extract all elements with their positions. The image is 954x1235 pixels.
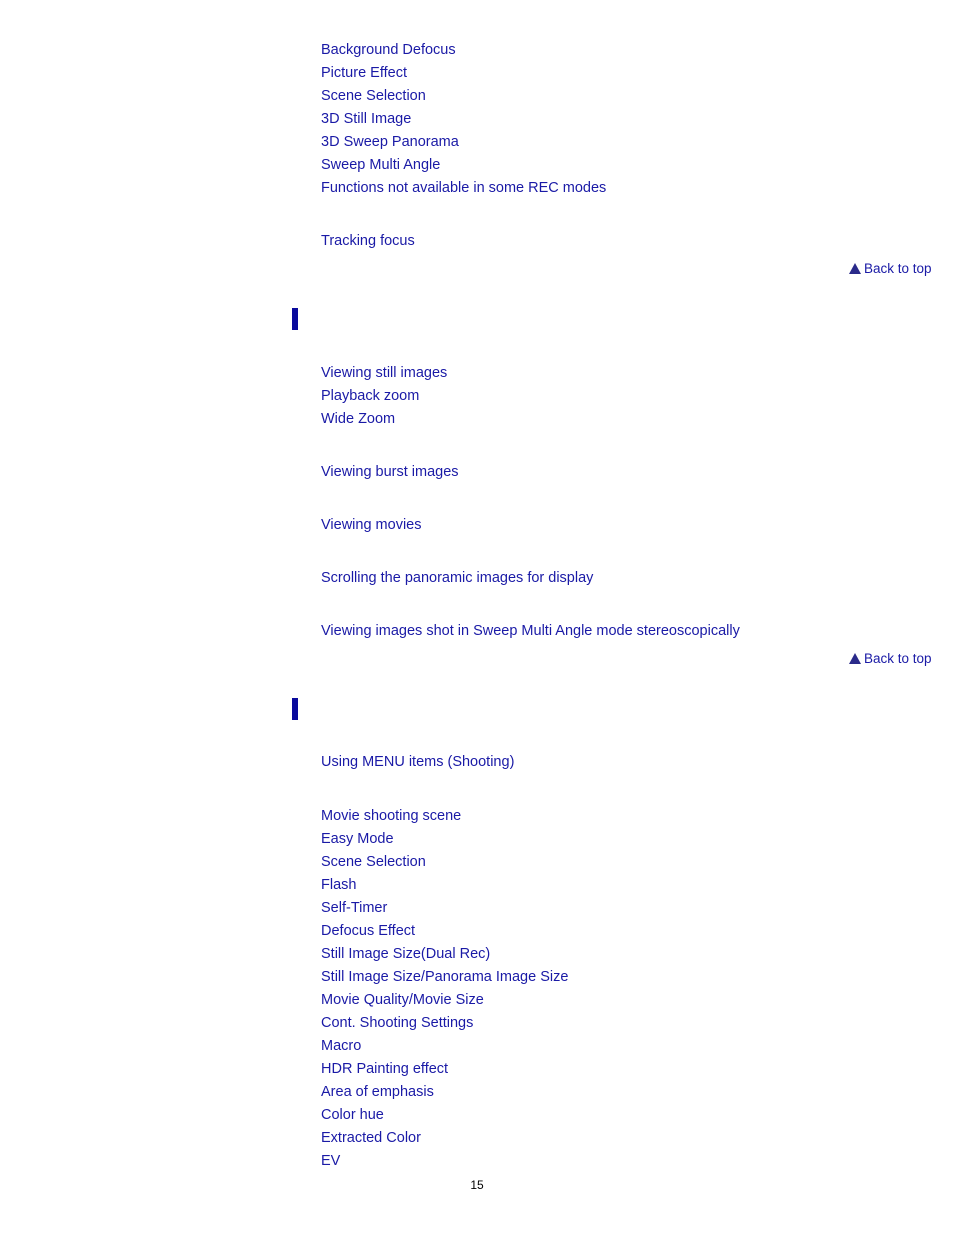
link-playback-zoom[interactable]: Playback zoom (321, 388, 420, 404)
link-scene-selection[interactable]: Scene Selection (321, 854, 426, 870)
link-color-hue[interactable]: Color hue (321, 1107, 384, 1123)
link-viewing-burst-images[interactable]: Viewing burst images (321, 464, 459, 480)
link-macro[interactable]: Macro (321, 1038, 362, 1054)
link-area-of-emphasis[interactable]: Area of emphasis (321, 1084, 434, 1100)
link-viewing-still-images[interactable]: Viewing still images (321, 365, 448, 381)
back-to-top-label: Back to top (864, 651, 932, 666)
link-using-menu-items[interactable]: Using MENU items (Shooting) (321, 754, 515, 770)
up-triangle-icon (849, 263, 861, 274)
up-triangle-icon (849, 653, 861, 664)
back-to-top-link[interactable] (849, 261, 932, 277)
link-scrolling-panoramic[interactable]: Scrolling the panoramic images for display (321, 570, 594, 586)
page-number: 15 (470, 1178, 484, 1192)
link-functions-not-available[interactable]: Functions not available in some REC modes (321, 180, 607, 196)
link-3d-still-image[interactable]: 3D Still Image (321, 111, 412, 127)
back-to-top-label: Back to top (864, 261, 932, 276)
link-viewing-movies[interactable]: Viewing movies (321, 517, 422, 533)
link-defocus-effect[interactable]: Defocus Effect (321, 923, 416, 939)
section-marker (292, 308, 298, 330)
link-self-timer[interactable]: Self-Timer (321, 900, 388, 916)
link-extracted-color[interactable]: Extracted Color (321, 1130, 421, 1146)
back-to-top-link[interactable] (849, 651, 932, 667)
link-background-defocus[interactable]: Background Defocus (321, 42, 456, 58)
link-tracking-focus[interactable]: Tracking focus (321, 233, 415, 249)
link-movie-shooting-scene[interactable]: Movie shooting scene (321, 808, 462, 824)
link-sweep-multi-angle[interactable]: Sweep Multi Angle (321, 157, 441, 173)
link-viewing-sweep-multi-angle[interactable]: Viewing images shot in Sweep Multi Angle mode stereoscopically (321, 623, 740, 639)
link-cont-shooting-settings[interactable]: Cont. Shooting Settings (321, 1015, 474, 1031)
link-picture-effect[interactable]: Picture Effect (321, 65, 407, 81)
link-still-image-size-panorama[interactable]: Still Image Size/Panorama Image Size (321, 969, 569, 985)
link-still-image-size-dual-rec[interactable]: Still Image Size(Dual Rec) (321, 946, 491, 962)
link-flash[interactable]: Flash (321, 877, 357, 893)
link-easy-mode[interactable]: Easy Mode (321, 831, 394, 847)
link-scene-selection[interactable]: Scene Selection (321, 88, 426, 104)
link-wide-zoom[interactable]: Wide Zoom (321, 411, 396, 427)
link-hdr-painting-effect[interactable]: HDR Painting effect (321, 1061, 449, 1077)
section-marker (292, 698, 298, 720)
link-3d-sweep-panorama[interactable]: 3D Sweep Panorama (321, 134, 459, 150)
link-ev[interactable]: EV (321, 1153, 341, 1169)
link-movie-quality-size[interactable]: Movie Quality/Movie Size (321, 992, 484, 1008)
